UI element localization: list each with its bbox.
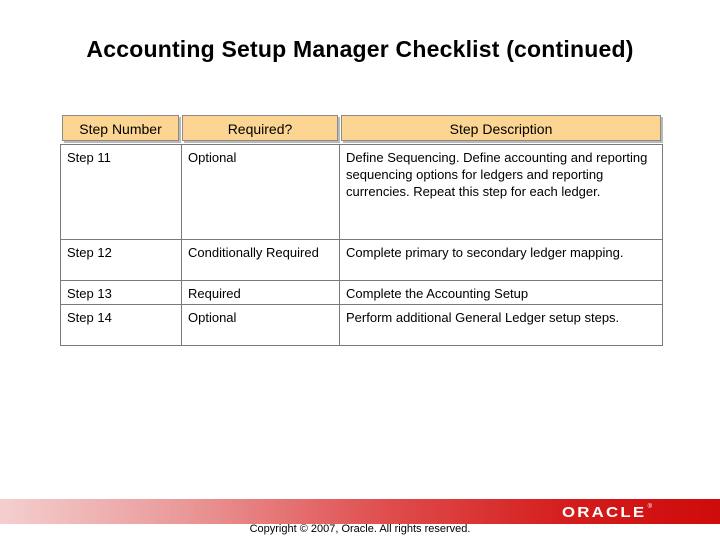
description-cell: Complete the Accounting Setup [340, 281, 663, 305]
registered-mark: ® [647, 504, 652, 510]
step-number-cell: Step 13 [61, 281, 182, 305]
page-title: Accounting Setup Manager Checklist (continued) [86, 36, 634, 62]
required-cell: Optional [182, 145, 340, 240]
required-cell: Optional [182, 305, 340, 346]
table-row [61, 145, 663, 240]
header-required: Required? [182, 115, 338, 141]
step-number-cell: Step 12 [61, 240, 182, 281]
header-step-description: Step Description [341, 115, 661, 141]
required-cell: Conditionally Required [182, 240, 340, 281]
required-cell: Required [182, 281, 340, 305]
table-row [61, 281, 663, 305]
header-step-number: Step Number [62, 115, 179, 141]
step-number-cell: Step 14 [61, 305, 182, 346]
description-cell: Perform additional General Ledger setup steps. [340, 305, 663, 346]
table-row [61, 305, 663, 346]
copyright-text: Copyright © 2007, Oracle. All rights reserved. [249, 523, 471, 535]
oracle-logo: ORACLE [561, 504, 646, 521]
steps-table [60, 144, 663, 346]
description-cell: Define Sequencing. Define accounting and reporting sequencing options for ledgers and reporting currencies. Repeat this step for each ledger. [340, 145, 663, 240]
table-row [61, 240, 663, 281]
description-cell: Complete primary to secondary ledger mapping. [340, 240, 663, 281]
step-number-cell: Step 11 [61, 145, 182, 240]
